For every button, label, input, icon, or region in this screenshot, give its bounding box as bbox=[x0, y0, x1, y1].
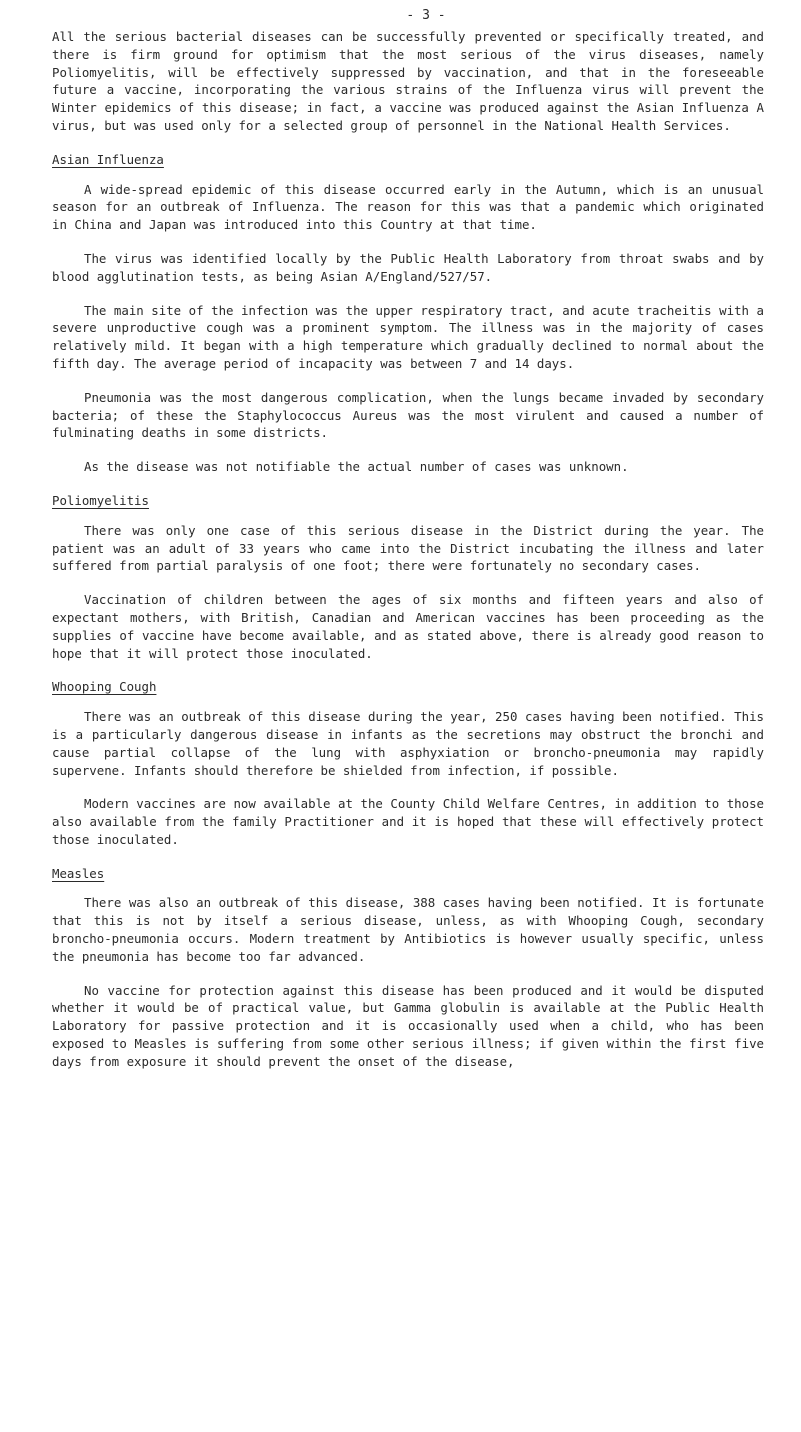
paragraph: Modern vaccines are now available at the County Child Welfare Centres, in addition to those also available from the family Practitioner and it is hoped that these will effectively protect those inoculated. bbox=[52, 796, 764, 847]
section-heading: Measles bbox=[52, 865, 105, 881]
section-asian-influenza bbox=[52, 151, 764, 476]
section-measles bbox=[52, 865, 764, 1071]
paragraph: No vaccine for protection against this disease has been produced and it would be disputed whether it would be of practical value, but Gamma globulin is available at the Public Health Laboratory for passive protection and it is occasionally used when a child, who has been exposed to Measles is suffering from some other serious illness; if given within the first five days from exposure it should prevent the onset of the disease, bbox=[52, 982, 764, 1069]
paragraph: The main site of the infection was the upper respiratory tract, and acute tracheitis with a severe unproductive cough was a prominent symptom. The illness was in the majority of cases relatively mild. It began with a high temperature which gradually declined to normal about the fifth day. The average period of incapacity was between 7 and 14 days. bbox=[52, 302, 764, 371]
intro-paragraph: All the serious bacterial diseases can be successfully prevented or specifically treated, and there is firm ground for optimism that the most serious of the virus diseases, namely Poliomyelitis, will be effectively suppressed by vaccination, and that in the foreseeable future a vaccine, incorporating the various strains of the Influenza virus will prevent the Winter epidemics of this disease; in fact, a vaccine was produced against the Asian Influenza A virus, but was used only for a selected group of personnel in the National Health Services. bbox=[52, 29, 764, 133]
paragraph: There was only one case of this serious disease in the District during the year. The patient was an adult of 33 years who came into the District incubating the illness and later suffered from partial paralysis of one foot; there were fortunately no secondary cases. bbox=[52, 522, 764, 574]
section-heading: Whooping Cough bbox=[52, 679, 157, 695]
paragraph: There was an outbreak of this disease during the year, 250 cases having been notified. This is a particularly dangerous disease in infants as the secretions may obstruct the bronchi and cause partial collapse of the lung with asphyxiation or broncho-pneumonia may rapidly supervene. Infants should therefore be shielded from infection, if possible. bbox=[52, 709, 764, 778]
paragraph: A wide-spread epidemic of this disease occurred early in the Autumn, which is an unusual season for an outbreak of Influenza. The reason for this was that a pandemic which originated in China and Japan was introduced into this Country at that time. bbox=[52, 181, 764, 233]
paragraph: There was also an outbreak of this disease, 388 cases having been notified. It is fortunate that this is not by itself a serious disease, unless, as with Whooping Cough, secondary broncho-pneumonia occurs. Modern treatment by Antibiotics is however usually specific, unless the pneumonia has become too far advanced. bbox=[52, 895, 764, 964]
section-heading: Poliomyelitis bbox=[52, 492, 149, 508]
section-poliomyelitis bbox=[52, 492, 764, 662]
section-heading: Asian Influenza bbox=[52, 151, 164, 167]
paragraph: As the disease was not notifiable the actual number of cases was unknown. bbox=[84, 459, 629, 475]
document-page bbox=[52, 6, 764, 1087]
paragraph: Vaccination of children between the ages of six months and fifteen years and also of expectant mothers, with British, Canadian and American vaccines has been proceeding as the supplies of vaccine have become available, and as stated above, there is already good reason to hope that it will protect those inoculated. bbox=[52, 592, 764, 661]
paragraph: The virus was identified locally by the Public Health Laboratory from throat swabs and by blood agglutination tests, as being Asian A/England/527/57. bbox=[52, 250, 764, 284]
page-number: - 3 - bbox=[406, 8, 446, 23]
section-whooping-cough bbox=[52, 678, 764, 848]
paragraph: Pneumonia was the most dangerous complication, when the lungs became invaded by secondary bacteria; of these the Staphylococcus Aureus was the most virulent and caused a number of fulminating deaths in some districts. bbox=[52, 389, 764, 441]
